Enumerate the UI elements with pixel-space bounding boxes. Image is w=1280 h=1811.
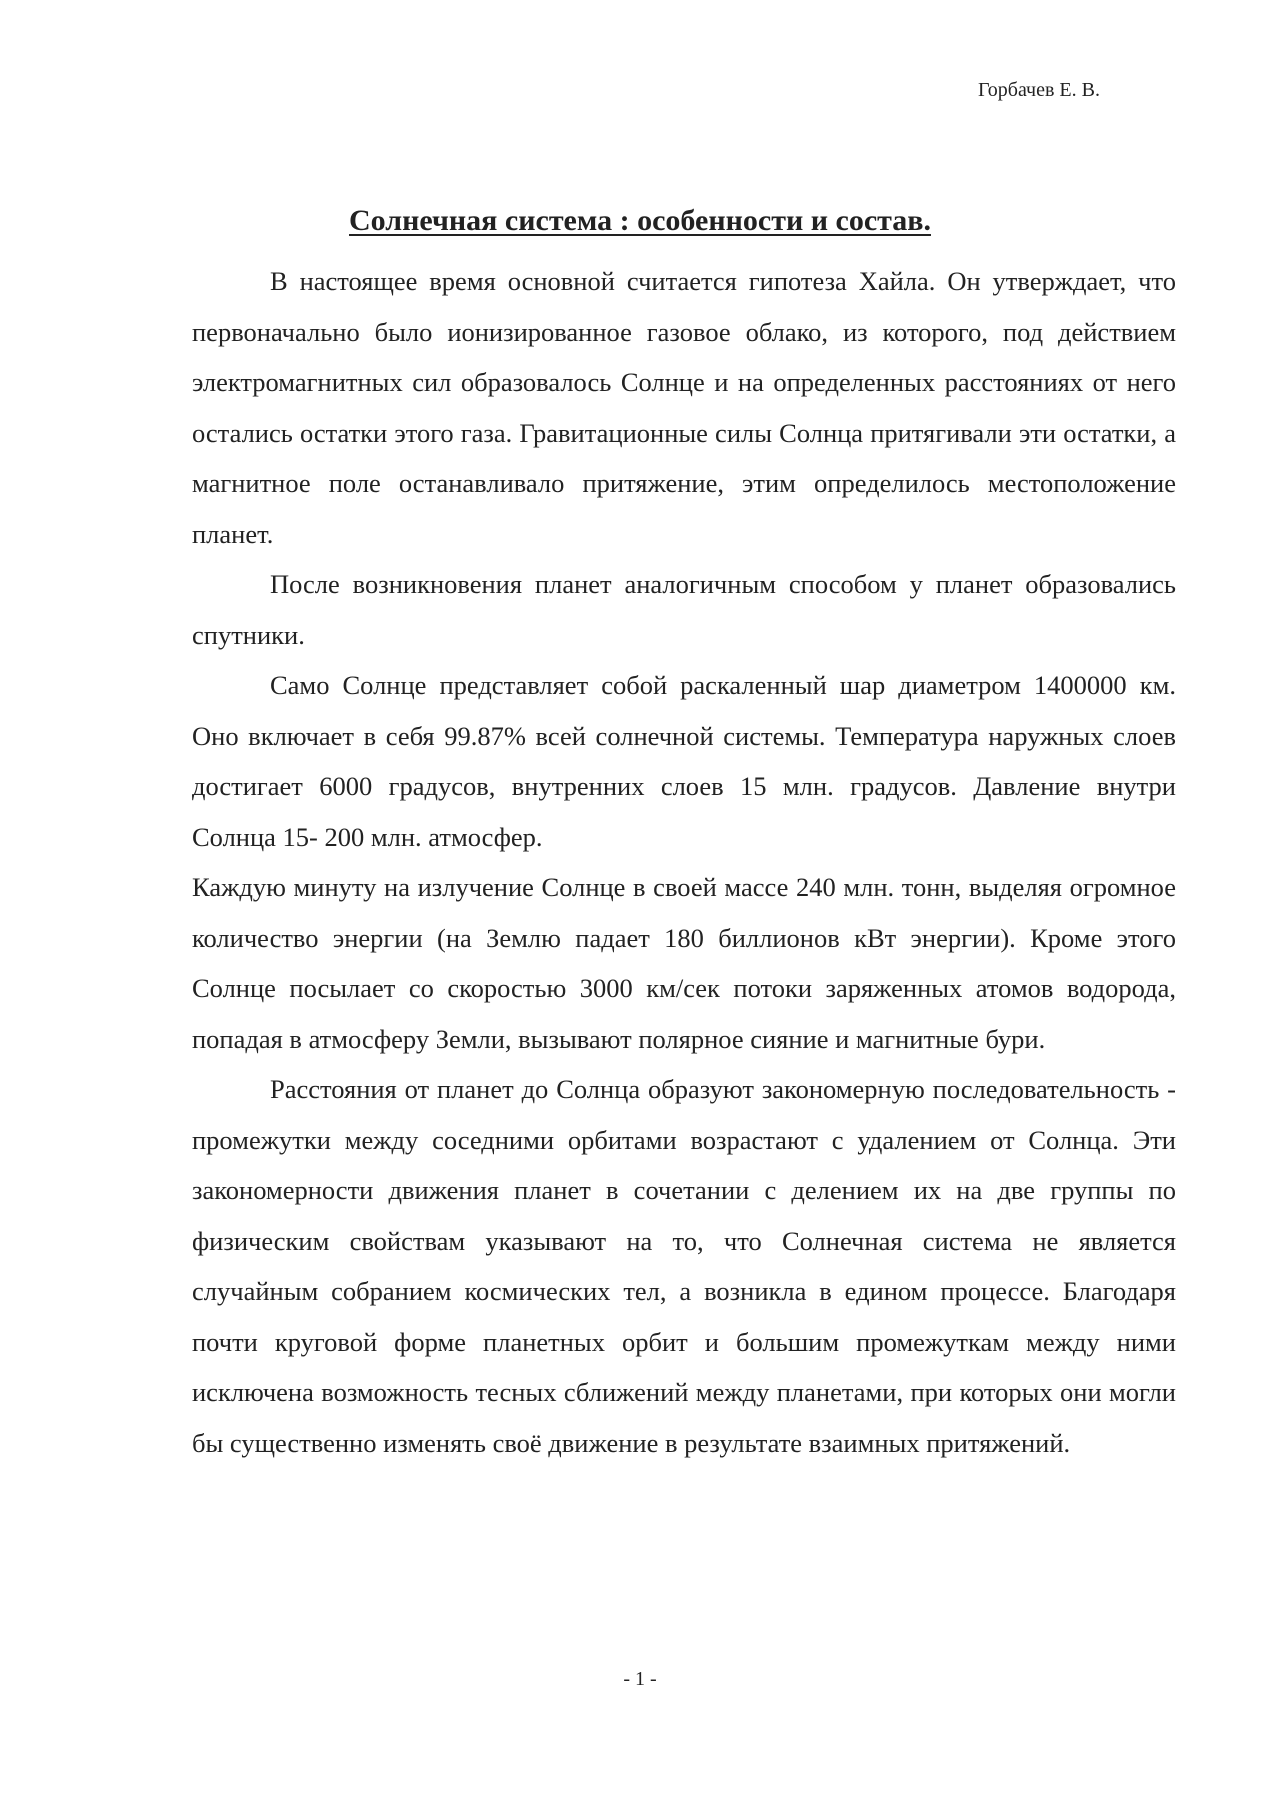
- paragraph-satellites: После возникновения планет аналогичным способом у планет образовались спутники.: [192, 569, 1176, 650]
- body-text: [192, 256, 1176, 1468]
- paragraph-sun-radiation: Каждую минуту на излучение Солнце в своей массе 240 млн. тонн, выделяя огромное количество энергии (на Землю падает 180 биллионов кВт энергии). Кроме этого Солнце посылает со скоростью 3000 км/сек потоки заряженных атомов водорода, попадая в атмосферу Земли, вызывают полярное сияние и магнитные бури.: [192, 872, 1176, 1054]
- page-number: - 1 -: [623, 1668, 657, 1690]
- paragraph-hypothesis: В настоящее время основной считается гипотеза Хайла. Он утверждает, что первоначально было ионизированное газовое облако, из которого, под действием электромагнитных сил образовалось Солнце и на определенных расстояниях от него остались остатки этого газа. Гравитационные силы Солнца притягивали эти остатки, а магнитное поле останавливало притяжение, этим определилось местоположение планет.: [192, 266, 1176, 549]
- paragraph-sun-description: Само Солнце представляет собой раскаленный шар диаметром 1400000 км. Оно включает в себя 99.87% всей солнечной системы. Температура наружных слоев достигает 6000 градусов, внутренних слоев 15 млн. градусов. Давление внутри Солнца 15- 200 млн. атмосфер.: [192, 670, 1176, 852]
- document-title: Солнечная система : особенности и состав.: [349, 204, 931, 237]
- author-header: Горбачев Е. В.: [978, 79, 1100, 101]
- paragraph-orbits: Расстояния от планет до Солнца образуют закономерную последовательность - промежутки между соседними орбитами возрастают с удалением от Солнца. Эти закономерности движения планет в сочетании с делением их на две группы по физическим свойствам указывают на то, что Солнечная система не является случайным собранием космических тел, а возникла в едином процессе. Благодаря почти круговой форме планетных орбит и большим промежуткам между ними исключена возможность тесных сближений между планетами, при которых они могли бы существенно изменять своё движение в результате взаимных притяжений.: [192, 1074, 1176, 1458]
